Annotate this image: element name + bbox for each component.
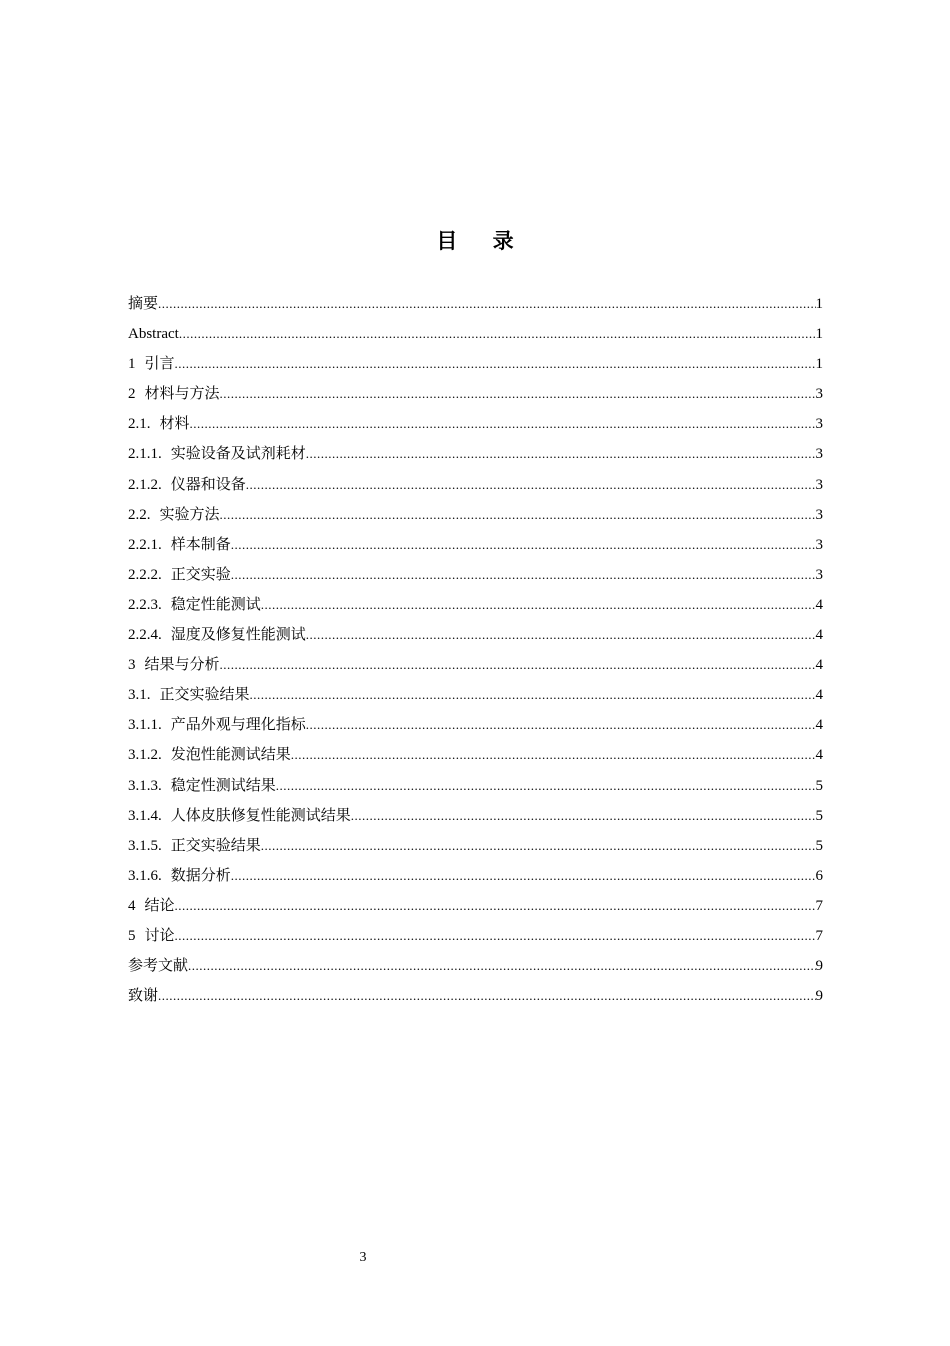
toc-entry[interactable] [128,500,823,530]
toc-leader-dots [158,289,815,319]
toc-entry-label [128,620,306,650]
toc-leader-dots [261,831,816,861]
toc-entry-text: 稳定性测试结果 [170,777,276,794]
toc-entry-text: Abstract [128,326,179,343]
toc-entry-text: 仪器和设备 [170,476,246,493]
toc-entry-text: 致谢 [128,988,159,1005]
toc-entry[interactable] [128,801,823,831]
toc-entry-number: 2.2.3. [128,596,162,613]
toc-list [128,289,823,1011]
toc-entry-number: 3.1.2. [128,747,162,764]
toc-entry-text: 发泡性能测试结果 [170,747,291,764]
toc-entry[interactable] [128,771,823,801]
toc-entry[interactable] [128,620,823,650]
toc-entry-page: 4 [815,717,823,734]
toc-entry-label [128,831,261,861]
toc-entry[interactable] [128,650,823,680]
toc-entry-label [128,710,306,740]
toc-leader-dots [188,951,815,981]
toc-entry-page: 4 [815,596,823,613]
toc-leader-dots [190,409,816,439]
toc-leader-dots [220,650,816,680]
toc-entry-page: 4 [815,687,823,704]
toc-entry[interactable] [128,740,823,770]
toc-entry-label [128,680,250,710]
toc-entry-label [128,590,261,620]
toc-entry-page: 4 [815,627,823,644]
toc-entry[interactable] [128,680,823,710]
toc-entry-text: 产品外观与理化指标 [170,717,306,734]
toc-entry[interactable] [128,831,823,861]
toc-leader-dots [175,891,816,921]
toc-leader-dots [291,740,816,770]
page-number: 3 [359,1250,367,1265]
toc-leader-dots [220,500,816,530]
toc-entry-page: 1 [815,296,823,312]
toc-entry-label [128,560,231,590]
toc-entry-page: 3 [815,446,823,463]
toc-entry[interactable] [128,319,823,349]
toc-leader-dots [158,981,815,1011]
toc-entry-number: 3.1.3. [128,777,162,794]
toc-entry-text: 人体皮肤修复性能测试结果 [170,807,351,824]
toc-entry-text: 湿度及修复性能测试 [170,627,306,644]
toc-entry-page: 7 [815,927,823,944]
toc-entry-number: 3.1.1. [128,717,162,734]
toc-entry-page: 3 [815,566,823,583]
toc-entry-label [128,801,351,831]
toc-entry-number: 3 [128,657,136,674]
toc-entry-text: 实验方法 [159,506,220,523]
toc-entry-number: 3.1.6. [128,867,162,884]
toc-entry-page: 3 [815,386,823,403]
toc-entry-text: 摘要 [128,296,159,312]
toc-entry-text: 结果与分析 [144,657,220,674]
toc-entry[interactable] [128,409,823,439]
toc-leader-dots [306,620,816,650]
toc-entry-text: 结论 [144,897,175,914]
toc-entry-number: 3.1.4. [128,807,162,824]
toc-leader-dots [231,560,816,590]
toc-entry-number: 2.1.2. [128,476,162,493]
toc-entry-page: 3 [815,506,823,523]
toc-entry-page: 1 [815,326,823,343]
toc-entry-label [128,891,175,921]
toc-entry-text: 引言 [144,356,175,373]
toc-entry-text: 材料与方法 [144,386,220,403]
toc-entry[interactable] [128,891,823,921]
toc-entry-text: 实验设备及试剂耗材 [170,446,306,463]
toc-entry[interactable] [128,530,823,560]
toc-entry-page: 3 [815,476,823,493]
toc-entry-label [128,981,158,1011]
toc-entry-number: 3.1.5. [128,837,162,854]
toc-leader-dots [231,861,816,891]
toc-entry-number: 4 [128,897,136,914]
toc-entry-number: 2 [128,386,136,403]
toc-leader-dots [175,921,816,951]
toc-entry-text: 正交实验结果 [170,837,261,854]
toc-entry-text: 材料 [159,416,190,433]
toc-entry-text: 稳定性能测试 [170,596,261,613]
toc-entry-text: 讨论 [144,927,175,944]
toc-entry-label [128,951,188,981]
toc-leader-dots [250,680,816,710]
toc-leader-dots [261,590,816,620]
toc-entry[interactable] [128,349,823,379]
toc-leader-dots [351,801,816,831]
toc-entry-page: 4 [815,747,823,764]
toc-entry-label [128,650,220,680]
toc-leader-dots [246,470,816,500]
toc-entry-page: 9 [815,958,823,975]
toc-entry-label [128,349,175,379]
toc-entry-page: 3 [815,416,823,433]
toc-entry-page: 3 [815,536,823,553]
toc-entry[interactable] [128,590,823,620]
toc-title: 目 录 [436,229,528,253]
toc-entry-number: 2.1.1. [128,446,162,463]
toc-entry-label [128,319,179,349]
toc-entry-label [128,740,291,770]
toc-entry-page: 5 [815,837,823,854]
toc-entry[interactable] [128,560,823,590]
toc-entry-label [128,530,231,560]
toc-entry[interactable] [128,289,823,319]
toc-entry-text: 数据分析 [170,867,231,884]
toc-entry[interactable] [128,921,823,951]
toc-leader-dots [179,319,816,349]
toc-leader-dots [306,439,816,469]
toc-entry[interactable] [128,379,823,409]
toc-entry-number: 2.2.4. [128,627,162,644]
toc-entry-number: 3.1. [128,687,151,704]
toc-entry-label [128,470,246,500]
toc-entry-number: 2.2. [128,506,151,523]
toc-entry-page: 9 [815,988,823,1005]
toc-entry-label [128,379,220,409]
toc-leader-dots [175,349,816,379]
toc-entry-text: 正交实验 [170,566,231,583]
toc-entry[interactable] [128,951,823,981]
toc-entry-page: 6 [815,867,823,884]
toc-entry-page: 5 [815,807,823,824]
toc-entry-page: 1 [815,356,823,373]
toc-entry-number: 1 [128,356,136,373]
toc-entry[interactable] [128,439,823,469]
toc-entry[interactable] [128,470,823,500]
toc-entry-label [128,500,220,530]
toc-entry-label [128,289,158,319]
toc-entry[interactable] [128,981,823,1011]
toc-entry-label [128,771,276,801]
toc-entry-label [128,921,175,951]
toc-entry-number: 2.2.1. [128,536,162,553]
toc-entry-number: 2.2.2. [128,566,162,583]
toc-leader-dots [306,710,816,740]
toc-entry-text: 样本制备 [170,536,231,553]
toc-leader-dots [220,379,816,409]
toc-entry-number: 2.1. [128,416,151,433]
toc-entry-page: 4 [815,657,823,674]
toc-entry-text: 正交实验结果 [159,687,250,704]
toc-entry[interactable] [128,861,823,891]
toc-entry-page: 5 [815,777,823,794]
toc-entry-label [128,861,231,891]
toc-entry-text: 参考文献 [128,958,189,975]
toc-entry[interactable] [128,710,823,740]
toc-entry-label [128,439,306,469]
toc-leader-dots [231,530,816,560]
toc-entry-label [128,409,190,439]
toc-leader-dots [276,771,816,801]
toc-entry-page: 7 [815,897,823,914]
toc-entry-number: 5 [128,927,136,944]
